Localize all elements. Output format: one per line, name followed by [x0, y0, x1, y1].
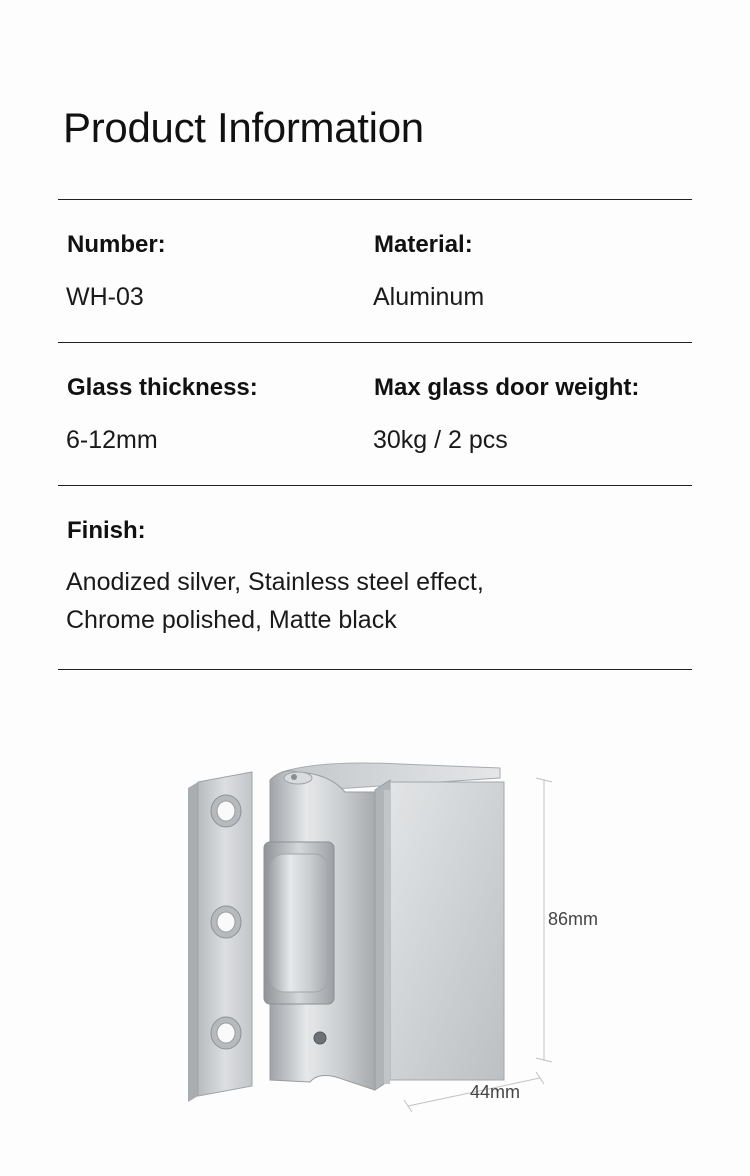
- number-label: Number:: [67, 231, 166, 258]
- finish-value: [66, 563, 686, 639]
- page-title: Product Information: [63, 104, 424, 151]
- glass-clamp-plate: [390, 782, 504, 1080]
- screw-hole-icon: [211, 906, 241, 938]
- hinge-product-image: [170, 750, 630, 1120]
- material-label: Material:: [374, 231, 473, 258]
- glass-thickness-label: Glass thickness:: [67, 374, 258, 401]
- finish-line-1: Anodized silver, Stainless steel effect,: [66, 568, 484, 596]
- divider-top: [58, 199, 692, 200]
- divider-2: [58, 342, 692, 343]
- height-dimension-label: 86mm: [548, 909, 599, 929]
- glass-thickness-value: 6-12mm: [66, 426, 158, 454]
- screw-hole-icon: [211, 1017, 241, 1049]
- number-value: WH-03: [66, 283, 144, 311]
- max-weight-label: Max glass door weight:: [374, 374, 640, 401]
- finish-label: Finish:: [67, 517, 146, 544]
- material-value: Aluminum: [373, 283, 485, 311]
- finish-line-2: Chrome polished, Matte black: [66, 606, 397, 634]
- width-dimension-label: 44mm: [470, 1082, 521, 1102]
- divider-bottom: [58, 669, 692, 670]
- plate-edge: [188, 782, 198, 1102]
- screw-hole-icon: [211, 795, 241, 827]
- divider-3: [58, 485, 692, 486]
- max-weight-value: 30kg / 2 pcs: [373, 426, 508, 454]
